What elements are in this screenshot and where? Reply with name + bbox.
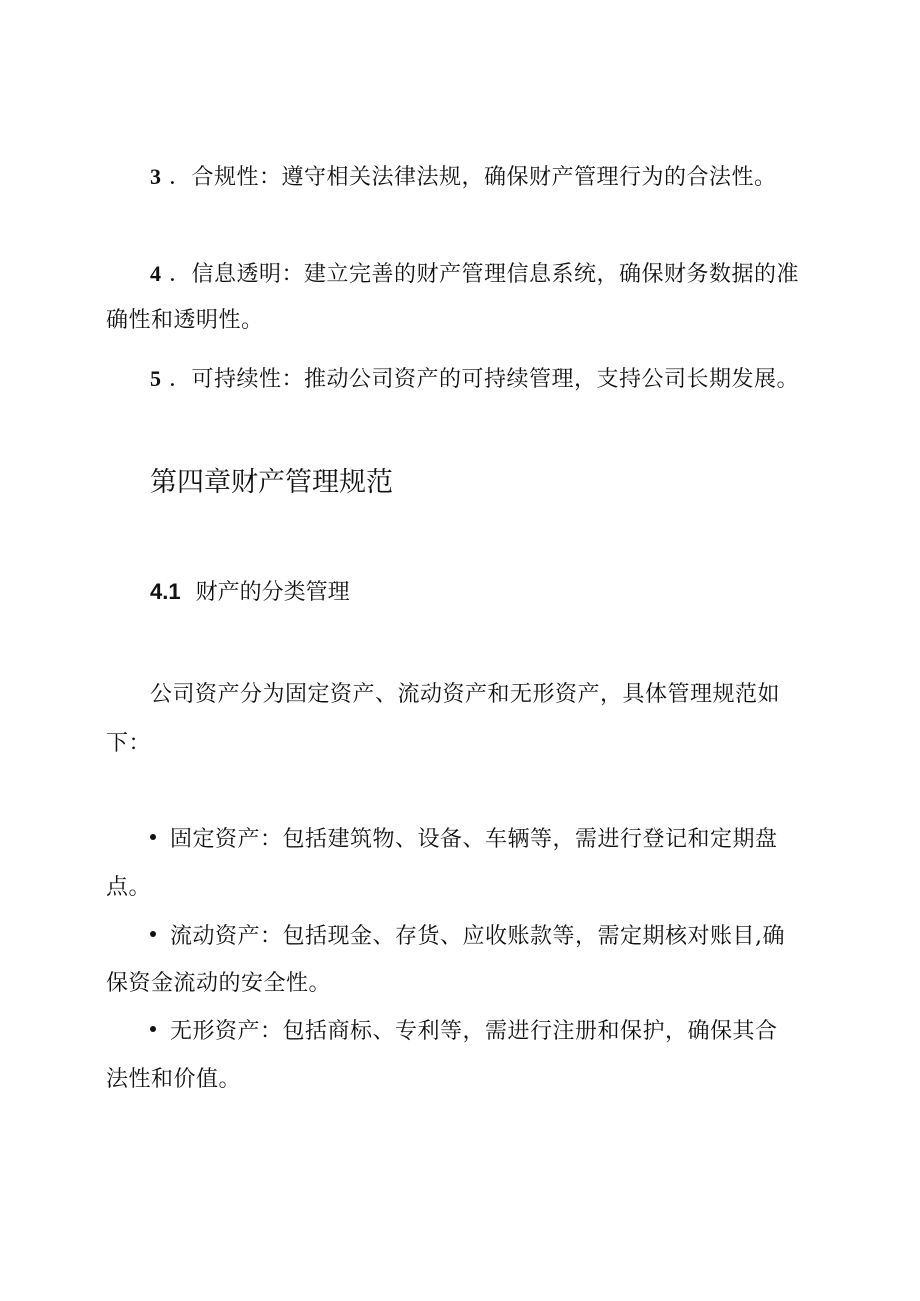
list-item-text: ．信息透明：建立完善的财产管理信息系统，确保财务数据的准 <box>169 262 800 287</box>
section-heading <box>150 577 350 608</box>
bullet-item-continuation: 法性和价值。 <box>106 1067 242 1092</box>
intro-paragraph-line2: 下： <box>106 731 152 756</box>
bullet-icon <box>150 834 156 840</box>
list-item-transparency <box>150 259 799 290</box>
bullet-item-intangible-assets <box>150 1017 778 1047</box>
list-item-number: 3 <box>150 164 162 189</box>
list-item-compliance <box>150 162 777 193</box>
bullet-item-continuation: 点。 <box>106 875 152 900</box>
list-item-number: 5 <box>150 366 162 391</box>
intro-paragraph-line1: 公司资产分为固定资产、流动资产和无形资产，具体管理规范如 <box>150 682 781 707</box>
bullet-text: 流动资产：包括现金、存货、应收账款等，需定期核对账目,确 <box>170 924 785 949</box>
chapter-heading: 第四章财产管理规范 <box>150 467 393 498</box>
bullet-item-continuation: 保资金流动的安全性。 <box>106 971 332 996</box>
bullet-item-current-assets <box>150 922 785 952</box>
bullet-icon <box>150 1026 156 1032</box>
list-item-continuation: 确性和透明性。 <box>106 308 264 333</box>
bullet-text: 无形资产：包括商标、专利等，需进行注册和保护，确保其合 <box>170 1019 778 1044</box>
bullet-text: 固定资产：包括建筑物、设备、车辆等，需进行登记和定期盘 <box>170 827 778 852</box>
list-item-number: 4 <box>150 261 162 286</box>
list-item-text: ．可持续性：推动公司资产的可持续管理，支持公司长期发展。 <box>169 367 800 392</box>
section-title: 财产的分类管理 <box>195 580 350 605</box>
list-item-text: ．合规性：遵守相关法律法规，确保财产管理行为的合法性。 <box>169 165 777 190</box>
bullet-icon <box>150 931 156 937</box>
list-item-sustainability <box>150 364 799 395</box>
bullet-item-fixed-assets <box>150 825 778 855</box>
section-number: 4.1 <box>150 579 181 604</box>
